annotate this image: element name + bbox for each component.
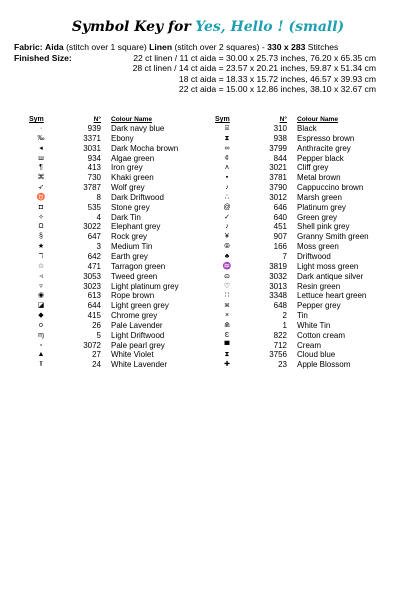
thread-number: 3032 bbox=[269, 271, 287, 281]
fabric-line bbox=[14, 42, 410, 53]
colour-name: Pepper grey bbox=[297, 301, 341, 311]
table-row bbox=[33, 154, 203, 164]
header-sym: Sym bbox=[215, 116, 230, 123]
finished-size-label: Finished Size: bbox=[14, 52, 72, 63]
table-row bbox=[219, 272, 389, 282]
symbol-glyph: ɱ bbox=[38, 331, 44, 339]
table-row bbox=[33, 291, 203, 301]
finished-size-value: 22 ct linen / 11 ct aida = 30.00 x 25.73 inches, 76.20 x 65.35 cm bbox=[133, 52, 376, 63]
colour-name: Elephant grey bbox=[111, 222, 161, 232]
thread-number: 2 bbox=[282, 311, 287, 321]
thread-number: 3787 bbox=[83, 183, 101, 193]
table-row bbox=[219, 163, 389, 173]
symbol-glyph: ▀ bbox=[224, 341, 230, 349]
thread-number: 8 bbox=[96, 192, 101, 202]
table-row bbox=[219, 183, 389, 193]
table-row bbox=[219, 291, 389, 301]
colour-name: Khaki green bbox=[111, 173, 154, 183]
colour-name: White Violet bbox=[111, 350, 154, 360]
table-row bbox=[219, 134, 389, 144]
table-row bbox=[33, 173, 203, 183]
symbol-glyph: @ bbox=[223, 203, 231, 211]
thread-number: 644 bbox=[87, 301, 101, 311]
table-row bbox=[33, 193, 203, 203]
finished-size-value: 22 ct aida = 15.00 x 12.86 inches, 38.10 x 32.67 cm bbox=[178, 84, 376, 94]
colour-name: Granny Smith green bbox=[297, 232, 369, 242]
symbol-glyph: ✓ bbox=[224, 213, 230, 221]
symbol-glyph: ∴ bbox=[224, 193, 230, 201]
table-row bbox=[33, 213, 203, 223]
thread-number: 907 bbox=[273, 232, 287, 242]
thread-number: 3013 bbox=[269, 281, 287, 291]
symbol-table-right bbox=[215, 115, 389, 370]
colour-name: Tarragon green bbox=[111, 261, 166, 271]
symbol-glyph: ◉ bbox=[37, 292, 45, 300]
header-number: N° bbox=[93, 116, 101, 123]
finished-size-value: 28 ct linen / 14 ct aida = 23.57 x 20.21 inches, 59.87 x 51.34 cm bbox=[132, 63, 376, 73]
table-row bbox=[219, 173, 389, 183]
table-row bbox=[33, 321, 203, 331]
table-row bbox=[219, 282, 389, 292]
colour-name: Apple Blossom bbox=[297, 360, 351, 370]
thread-number: 7 bbox=[282, 251, 287, 261]
colour-name: Tweed green bbox=[111, 271, 158, 281]
symbol-glyph: ✚ bbox=[224, 361, 230, 369]
colour-name: Chrome grey bbox=[111, 311, 158, 321]
fabric-aida-note: (stitch over 1 square) bbox=[66, 42, 147, 52]
colour-name: Wolf grey bbox=[111, 183, 145, 193]
colour-name: Moss green bbox=[297, 242, 339, 252]
symbol-glyph: ⫪ bbox=[39, 361, 43, 369]
symbol-glyph: ¶ bbox=[39, 164, 43, 172]
thread-number: 3 bbox=[96, 242, 101, 252]
finished-size-line bbox=[14, 84, 410, 95]
table-row bbox=[219, 203, 389, 213]
thread-number: 26 bbox=[92, 320, 101, 330]
fabric-aida: Aida bbox=[45, 42, 64, 52]
table-row bbox=[219, 262, 389, 272]
colour-name: Iron grey bbox=[111, 163, 143, 173]
symbol-glyph: ⧗ bbox=[224, 351, 230, 359]
colour-name: Driftwood bbox=[297, 251, 331, 261]
symbol-glyph: ‰ bbox=[37, 134, 45, 142]
thread-number: 3021 bbox=[269, 163, 287, 173]
finished-size-line bbox=[14, 63, 410, 74]
symbol-glyph: ∞ bbox=[224, 144, 230, 152]
title-prefix: Symbol Key for bbox=[71, 19, 191, 35]
colour-name: Metal brown bbox=[297, 173, 341, 183]
thread-number: 415 bbox=[87, 311, 101, 321]
colour-name: Espresso brown bbox=[297, 133, 355, 143]
colour-name: Dark Mocha brown bbox=[111, 143, 179, 153]
colour-name: Tin bbox=[297, 311, 308, 321]
symbol-glyph: ☆ bbox=[37, 262, 45, 270]
colour-name: Platinum grey bbox=[297, 202, 346, 212]
colour-name: Light Driftwood bbox=[111, 330, 165, 340]
symbol-glyph: ▫ bbox=[39, 341, 43, 349]
symbol-glyph: ➶ bbox=[38, 184, 44, 192]
thread-number: 3072 bbox=[83, 340, 101, 350]
table-header bbox=[29, 115, 203, 124]
pattern-name: Yes, Hello ! (small) bbox=[195, 19, 345, 35]
symbol-glyph: ♪ bbox=[225, 184, 229, 192]
symbol-glyph: ж bbox=[224, 302, 230, 310]
colour-name: Lettuce heart green bbox=[297, 291, 367, 301]
symbol-glyph: ◘ bbox=[38, 203, 44, 211]
colour-name: Shell pink grey bbox=[297, 222, 350, 232]
thread-number: 3031 bbox=[83, 143, 101, 153]
symbol-glyph: ш bbox=[38, 154, 44, 162]
colour-name: Pepper black bbox=[297, 153, 344, 163]
stitch-unit: Stitches bbox=[307, 42, 339, 52]
finished-size-value: 18 ct aida = 18.33 x 15.72 inches, 46.57 x 39.93 cm bbox=[178, 73, 376, 84]
table-row bbox=[219, 213, 389, 223]
table-row bbox=[219, 321, 389, 331]
symbol-glyph: ¥ bbox=[225, 233, 229, 241]
table-row bbox=[33, 360, 203, 370]
table-row bbox=[219, 232, 389, 242]
fabric-linen-note: (stitch over 2 squares) bbox=[174, 42, 260, 52]
symbol-glyph: ♒ bbox=[222, 262, 232, 270]
colour-name: Ebony bbox=[111, 133, 134, 143]
table-row bbox=[33, 163, 203, 173]
fabric-info bbox=[14, 42, 410, 95]
table-row bbox=[219, 252, 389, 262]
thread-number: 934 bbox=[87, 153, 101, 163]
colour-name: Cappuccino brown bbox=[297, 183, 364, 193]
colour-name: Light platinum grey bbox=[111, 281, 179, 291]
thread-number: 24 bbox=[92, 360, 101, 370]
colour-name: Stone grey bbox=[111, 202, 150, 212]
symbol-glyph: ▪ bbox=[225, 174, 229, 182]
table-row bbox=[33, 272, 203, 282]
table-row bbox=[33, 262, 203, 272]
colour-name: Black bbox=[297, 124, 317, 133]
table-row bbox=[33, 183, 203, 193]
colour-name: Dark antique silver bbox=[297, 271, 364, 281]
table-row bbox=[33, 252, 203, 262]
symbol-glyph: × bbox=[224, 312, 230, 320]
colour-name: White Tin bbox=[297, 320, 331, 330]
table-row bbox=[33, 331, 203, 341]
finished-size-line bbox=[14, 74, 410, 85]
table-row bbox=[219, 242, 389, 252]
table-row bbox=[219, 154, 389, 164]
thread-number: 3756 bbox=[269, 350, 287, 360]
thread-number: 5 bbox=[96, 330, 101, 340]
table-row bbox=[219, 311, 389, 321]
thread-number: 844 bbox=[273, 153, 287, 163]
header-number: N° bbox=[279, 116, 287, 123]
thread-number: 648 bbox=[273, 301, 287, 311]
symbol-glyph: ♪ bbox=[225, 223, 229, 231]
thread-number: 3819 bbox=[269, 261, 287, 271]
thread-number: 640 bbox=[273, 212, 287, 222]
thread-number: 535 bbox=[87, 202, 101, 212]
thread-number: 1 bbox=[282, 320, 287, 330]
table-row bbox=[33, 311, 203, 321]
thread-number: 471 bbox=[87, 261, 101, 271]
colour-name: Dark Driftwood bbox=[111, 192, 164, 202]
colour-name: Marsh green bbox=[297, 192, 342, 202]
symbol-glyph: ✧ bbox=[38, 213, 44, 221]
symbol-table-left bbox=[29, 115, 203, 370]
thread-number: 3023 bbox=[83, 281, 101, 291]
thread-number: 646 bbox=[273, 202, 287, 212]
symbol-glyph: ◆ bbox=[38, 312, 44, 320]
thread-number: 3790 bbox=[269, 183, 287, 193]
table-row bbox=[33, 134, 203, 144]
table-row bbox=[219, 193, 389, 203]
table-row bbox=[33, 350, 203, 360]
colour-name: Cliff grey bbox=[297, 163, 329, 173]
colour-name: Resin green bbox=[297, 281, 341, 291]
symbol-glyph: · bbox=[39, 125, 43, 132]
symbol-glyph: ⌘ bbox=[37, 174, 45, 182]
page-title bbox=[0, 18, 416, 36]
table-row bbox=[219, 331, 389, 341]
thread-number: 3371 bbox=[83, 133, 101, 143]
symbol-glyph: ♉ bbox=[36, 193, 46, 201]
symbol-glyph: ◪ bbox=[37, 302, 45, 310]
thread-number: 730 bbox=[87, 173, 101, 183]
symbol-glyph: Ω bbox=[38, 223, 44, 231]
colour-name: Pale Lavender bbox=[111, 320, 163, 330]
thread-number: 3012 bbox=[269, 192, 287, 202]
table-row bbox=[219, 301, 389, 311]
symbol-glyph: ♣ bbox=[224, 252, 230, 260]
symbol-glyph: ⋒ bbox=[224, 321, 230, 329]
symbol-glyph: ▿ bbox=[39, 282, 43, 290]
thread-number: 3781 bbox=[269, 173, 287, 183]
table-header bbox=[215, 115, 389, 124]
table-row bbox=[33, 282, 203, 292]
symbol-glyph: ⦾ bbox=[224, 243, 230, 251]
thread-number: 23 bbox=[278, 360, 287, 370]
colour-name: Light moss green bbox=[297, 261, 359, 271]
symbol-glyph: ▲ bbox=[37, 351, 45, 359]
thread-number: 451 bbox=[273, 222, 287, 232]
thread-number: 938 bbox=[273, 133, 287, 143]
table-row bbox=[33, 341, 203, 351]
symbol-glyph: ∷ bbox=[224, 292, 230, 300]
table-row bbox=[33, 222, 203, 232]
thread-number: 3348 bbox=[269, 291, 287, 301]
thread-number: 712 bbox=[273, 340, 287, 350]
colour-name: White Lavender bbox=[111, 360, 168, 370]
thread-number: 647 bbox=[87, 232, 101, 242]
colour-name: Rope brown bbox=[111, 291, 155, 301]
table-row bbox=[33, 301, 203, 311]
thread-number: 166 bbox=[273, 242, 287, 252]
header-colour-name: Colour Name bbox=[297, 116, 339, 123]
colour-name: Earth grey bbox=[111, 251, 148, 261]
table-row bbox=[219, 124, 389, 134]
table-row bbox=[219, 350, 389, 360]
colour-name: Pale pearl grey bbox=[111, 340, 165, 350]
table-row bbox=[219, 222, 389, 232]
thread-number: 939 bbox=[87, 124, 101, 133]
symbol-glyph: ɷ bbox=[224, 272, 230, 280]
thread-number: 822 bbox=[273, 330, 287, 340]
table-row bbox=[33, 203, 203, 213]
thread-number: 413 bbox=[87, 163, 101, 173]
thread-number: 310 bbox=[273, 124, 287, 133]
symbol-glyph: ♡ bbox=[223, 282, 231, 290]
fabric-dash: - bbox=[261, 42, 265, 52]
colour-name: Cotton cream bbox=[297, 330, 346, 340]
symbol-glyph: ¢ bbox=[225, 154, 229, 162]
stitch-count: 330 x 283 bbox=[267, 42, 306, 52]
fabric-linen: Linen bbox=[149, 42, 173, 52]
colour-name: Anthracite grey bbox=[297, 143, 351, 153]
symbol-glyph: ◃ bbox=[39, 272, 43, 280]
colour-name: Cloud blue bbox=[297, 350, 336, 360]
colour-name: Dark navy blue bbox=[111, 124, 165, 133]
table-row bbox=[219, 360, 389, 370]
thread-number: 3053 bbox=[83, 271, 101, 281]
thread-number: 4 bbox=[96, 212, 101, 222]
symbol-glyph: ʌ bbox=[225, 164, 229, 172]
header-colour-name: Colour Name bbox=[111, 116, 153, 123]
symbol-glyph: § bbox=[39, 233, 43, 241]
symbol-glyph: o bbox=[39, 321, 43, 329]
symbol-glyph: ⧗ bbox=[224, 134, 230, 142]
colour-name: Green grey bbox=[297, 212, 338, 222]
colour-name: Cream bbox=[297, 340, 322, 350]
table-row bbox=[33, 144, 203, 154]
table-row bbox=[219, 144, 389, 154]
thread-number: 27 bbox=[92, 350, 101, 360]
table-row bbox=[33, 242, 203, 252]
symbol-glyph: ◂ bbox=[39, 144, 43, 152]
table-row bbox=[33, 232, 203, 242]
header-sym: Sym bbox=[29, 116, 44, 123]
colour-name: Algae green bbox=[111, 153, 155, 163]
table-row bbox=[219, 341, 389, 351]
symbol-glyph: Ɛ bbox=[224, 331, 230, 339]
colour-name: Light green grey bbox=[111, 301, 169, 311]
colour-name: Rock grey bbox=[111, 232, 148, 242]
thread-number: 613 bbox=[87, 291, 101, 301]
thread-number: 3022 bbox=[83, 222, 101, 232]
table-row bbox=[33, 124, 203, 134]
symbol-glyph: ℸ bbox=[38, 252, 44, 260]
thread-number: 3799 bbox=[269, 143, 287, 153]
thread-number: 642 bbox=[87, 251, 101, 261]
colour-name: Dark Tin bbox=[111, 212, 141, 222]
finished-size-line bbox=[14, 53, 410, 64]
fabric-label: Fabric: bbox=[14, 42, 43, 52]
symbol-glyph: ★ bbox=[37, 243, 45, 251]
colour-name: Medium Tin bbox=[111, 242, 153, 252]
symbol-glyph: ⌸ bbox=[224, 125, 230, 132]
